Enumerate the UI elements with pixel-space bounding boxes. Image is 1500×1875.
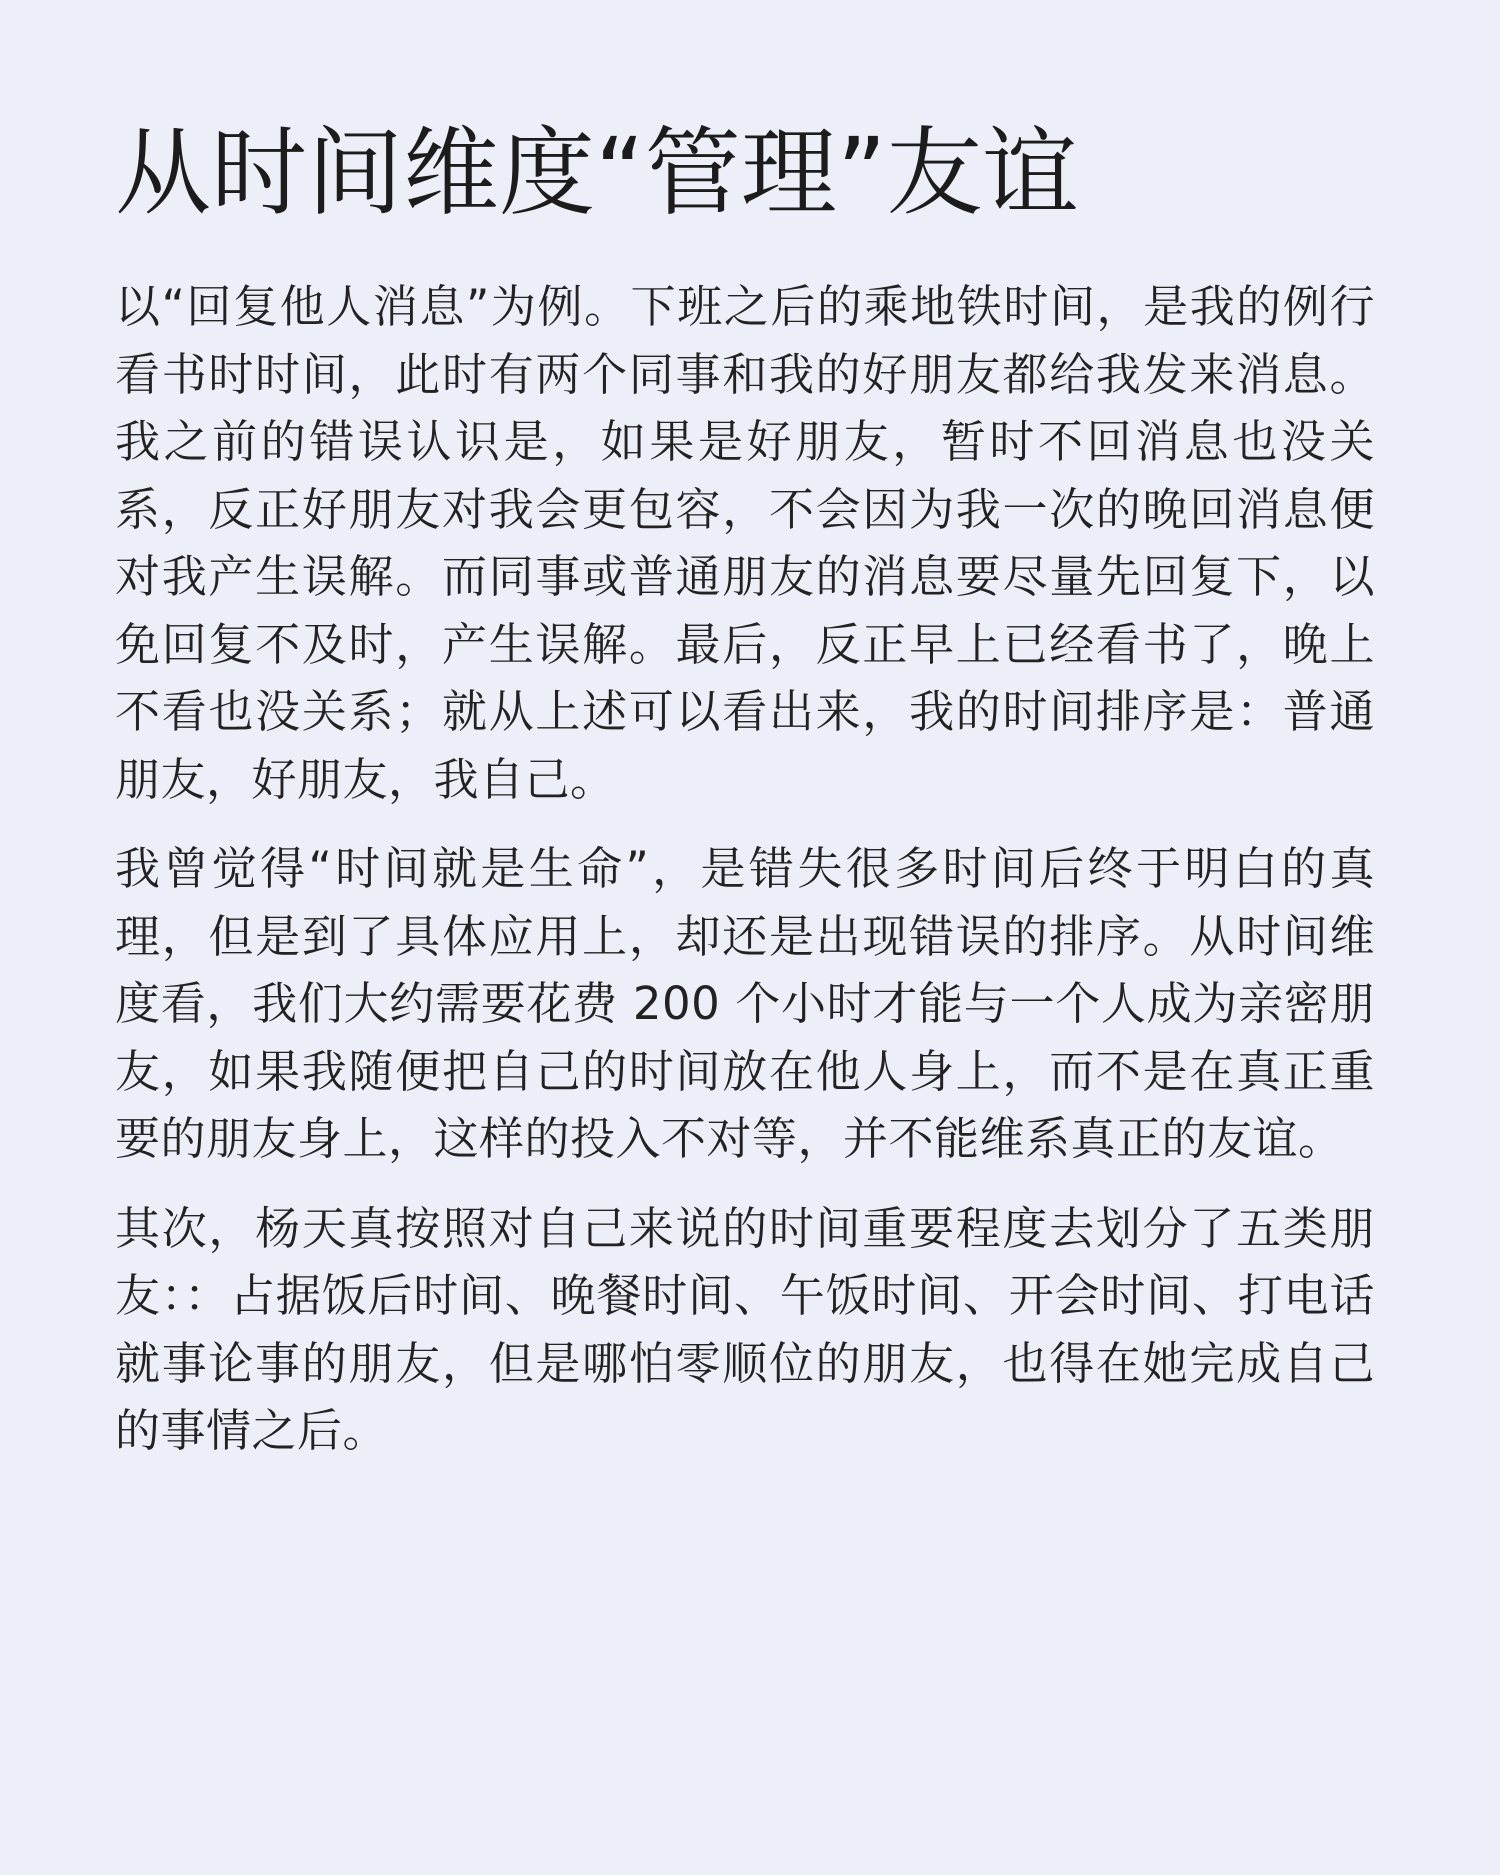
paragraph-3: 其次，杨天真按照对自己来说的时间重要程度去划分了五类朋友：：占据饭后时间、晚餐时间、午饭时间、开会时间、打电话就事论事的朋友，但是哪怕零顺位的朋友，也得在她完成自己的事情之后。 [115,1201,1375,1458]
article-title: 从时间维度“管理”友谊 [115,117,1079,229]
paragraph-1: 以“回复他人消息”为例。下班之后的乘地铁时间，是我的例行看书时时间，此时有两个同事和我的好朋友都给我发来消息。我之前的错误认识是，如果是好朋友，暂时不回消息也没关系，反正好朋友对我会更包容，不会因为我一次的晚回消息便对我产生误解。而同事或普通朋友的消息要尽量先回复下，以免回复不及时，产生误解。最后，反正早上已经看书了，晚上不看也没关系；就从上述可以看出来，我的时间排序是：普通朋友，好朋友，我自己。 [115,280,1375,806]
paragraph-2: 我曾觉得“时间就是生命”，是错失很多时间后终于明白的真理，但是到了具体应用上，却还是出现错误的排序。从时间维度看，我们大约需要花费 200 个小时才能与一个人成为亲密朋友，如果我随便把自己的时间放在他人身上，而不是在真正重要的朋友身上，这样的投入不对等，并不能维系真正的友谊。 [115,842,1375,1166]
article-body [115,273,1375,1465]
